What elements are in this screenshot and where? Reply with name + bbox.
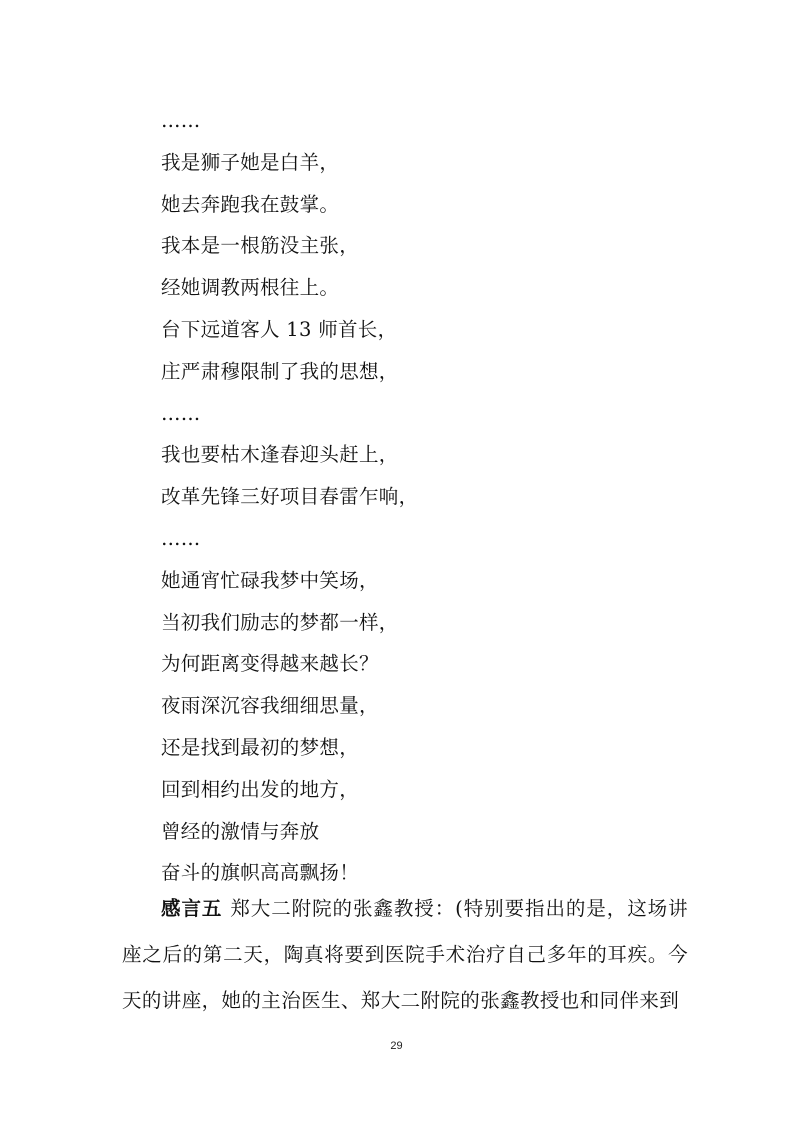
paragraph-body: 郑大二附院的张鑫教授：(特别要指出的是，这场讲座之后的第二天，陶真将要到医院手术治疗自己多年的耳疾。今天的讲座，她的主治医生、郑大二附院的张鑫教授也和同伴来到 xyxy=(122,897,689,1012)
poem-line: 夜雨深沉容我细细思量， xyxy=(161,694,379,718)
poem-line: 庄严肃穆限制了我的思想， xyxy=(161,359,399,383)
poem-line: 回到相约出发的地方， xyxy=(161,777,360,801)
section-lead: 感言五 xyxy=(161,897,223,920)
body-paragraph xyxy=(122,886,688,1024)
poem-line: 她通宵忙碌我梦中笑场， xyxy=(161,568,379,592)
poem-line: …… xyxy=(161,401,201,425)
poem-line: 我也要枯木逢春迎头赶上， xyxy=(161,443,399,467)
poem-line: 我本是一根筋没主张， xyxy=(161,234,360,258)
poem-line: 她去奔跑我在鼓掌。 xyxy=(161,192,340,216)
page-number: 29 xyxy=(390,1040,403,1052)
poem-line: 曾经的激情与奔放 xyxy=(161,819,320,843)
paragraph-text xyxy=(122,886,688,1024)
poem-line: 改革先锋三好项目春雷乍响， xyxy=(161,485,419,509)
poem-line: 台下远道客人 13 师首长， xyxy=(161,317,398,341)
poem-line: …… xyxy=(161,526,201,550)
poem-line: …… xyxy=(161,109,201,132)
poem-line: 为何距离变得越来越长？ xyxy=(161,652,379,676)
poem-line: 奋斗的旗帜高高飘扬！ xyxy=(161,861,360,885)
poem-block xyxy=(161,100,721,894)
poem-line: 经她调教两根往上。 xyxy=(161,276,340,300)
poem-line: 我是狮子她是白羊， xyxy=(161,150,340,174)
poem-line: 还是找到最初的梦想， xyxy=(161,735,360,759)
poem-line: 当初我们励志的梦都一样， xyxy=(161,610,399,634)
